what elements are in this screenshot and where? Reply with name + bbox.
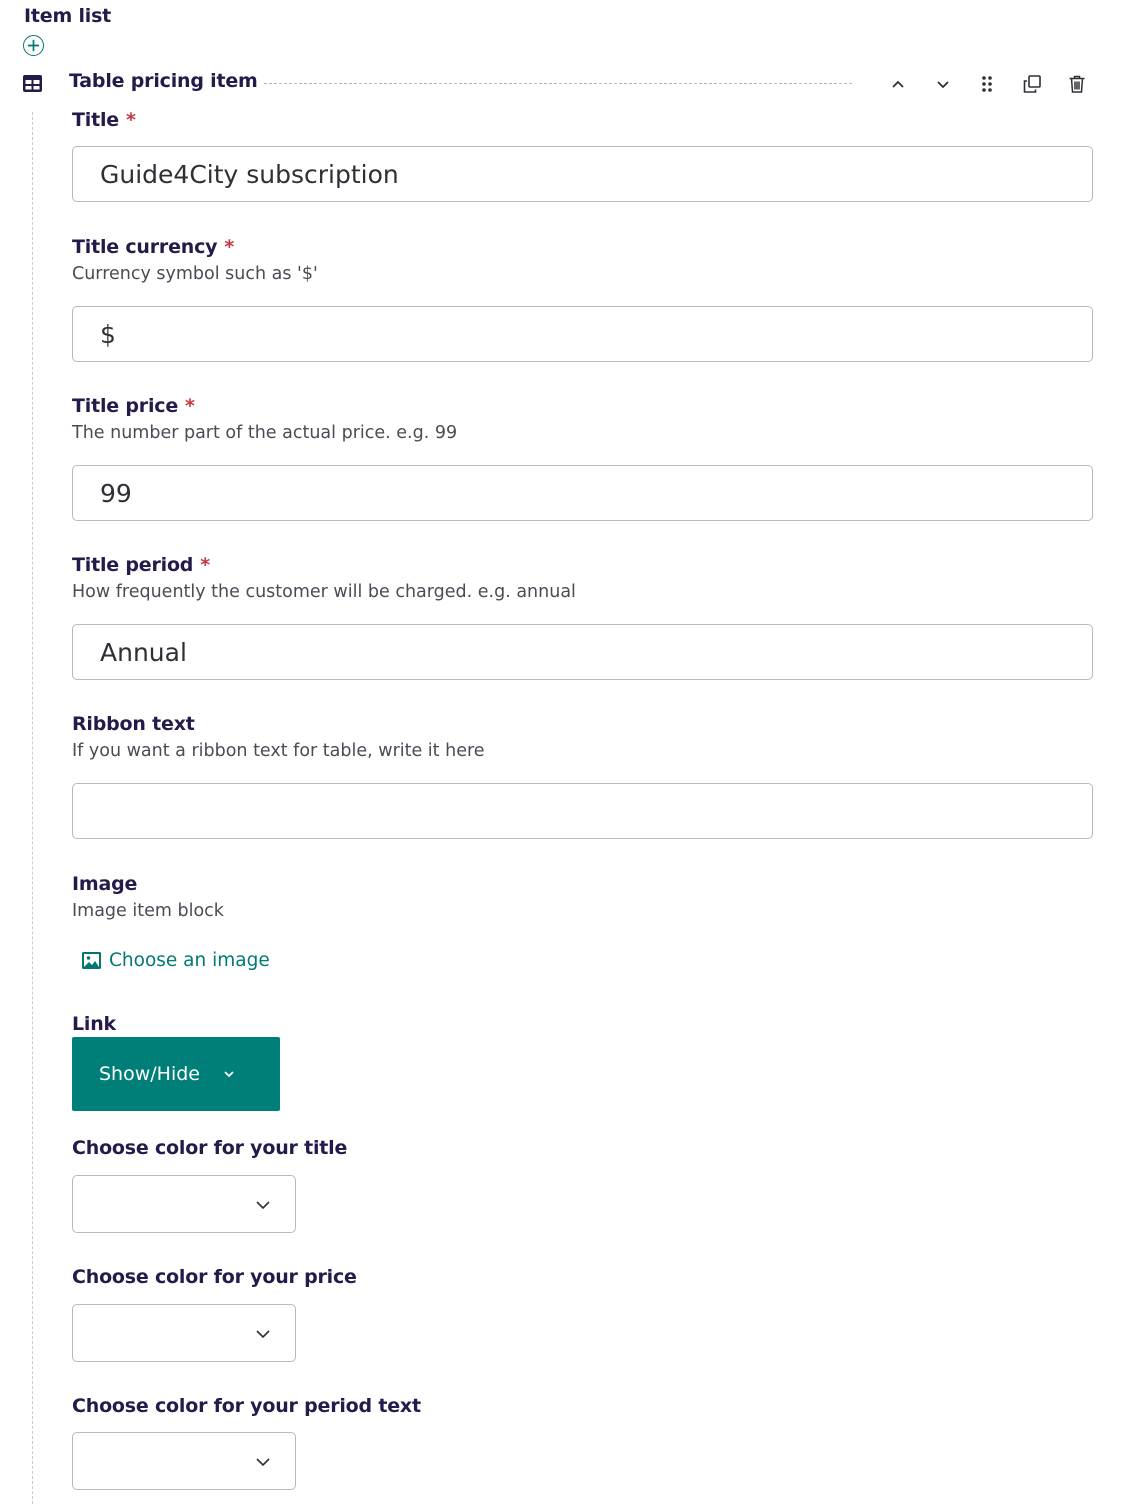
image-label: Image [72, 873, 138, 895]
currency-input[interactable]: $ [72, 306, 1093, 362]
required-marker: * [224, 236, 235, 258]
title-color-select[interactable] [72, 1175, 296, 1233]
period-color-label: Choose color for your period text [72, 1395, 421, 1417]
duplicate-button[interactable] [1017, 69, 1047, 99]
title-color-label: Choose color for your title [72, 1137, 348, 1159]
block-title: Table pricing item [69, 70, 258, 92]
drag-handle-button[interactable] [972, 69, 1002, 99]
period-help: How frequently the customer will be charged. e.g. annual [72, 582, 576, 602]
period-color-select[interactable] [72, 1432, 296, 1490]
image-help: Image item block [72, 901, 224, 921]
period-color-field [72, 1394, 1093, 1420]
period-label: Title period * [72, 554, 210, 576]
move-down-button[interactable] [928, 69, 958, 99]
trash-icon [1067, 74, 1087, 94]
chevron-up-icon [888, 74, 908, 94]
choose-image-button[interactable] [81, 950, 270, 971]
required-marker: * [200, 554, 210, 576]
currency-help: Currency symbol such as '$' [72, 264, 318, 284]
price-label: Title price * [72, 395, 195, 417]
title-input[interactable]: Guide4City subscription [72, 146, 1093, 202]
period-input[interactable]: Annual [72, 624, 1093, 680]
link-field [72, 1012, 1093, 1038]
drag-handle-icon [977, 74, 997, 94]
header-divider [264, 83, 852, 84]
show-hide-label: Show/Hide [99, 1063, 200, 1085]
price-help: The number part of the actual price. e.g. 99 [72, 423, 458, 443]
chevron-down-icon [933, 74, 953, 94]
chevron-down-icon [255, 1326, 271, 1342]
block-guide-line [32, 112, 33, 1504]
required-marker: * [185, 395, 195, 417]
ribbon-label: Ribbon text [72, 713, 195, 735]
table-icon [22, 73, 43, 94]
section-title: Item list [24, 5, 112, 27]
link-label: Link [72, 1013, 116, 1035]
block-header [0, 63, 1131, 103]
plus-icon [27, 39, 40, 52]
price-field [72, 394, 1093, 521]
period-field [72, 553, 1093, 680]
duplicate-icon [1022, 74, 1042, 94]
price-color-select[interactable] [72, 1304, 296, 1362]
currency-field [72, 235, 1093, 362]
delete-button[interactable] [1062, 69, 1092, 99]
price-color-label: Choose color for your price [72, 1266, 357, 1288]
choose-image-label: Choose an image [109, 950, 270, 971]
image-icon [81, 950, 102, 971]
ribbon-input[interactable] [72, 783, 1093, 839]
title-label: Title * [72, 109, 136, 131]
price-color-field [72, 1265, 1093, 1291]
image-field [72, 872, 1093, 932]
chevron-down-icon [255, 1197, 271, 1213]
required-marker: * [125, 109, 136, 131]
add-item-button[interactable] [23, 35, 44, 56]
title-field [72, 108, 1093, 202]
ribbon-help: If you want a ribbon text for table, write it here [72, 741, 485, 761]
chevron-down-icon [255, 1454, 271, 1470]
ribbon-field [72, 712, 1093, 839]
currency-label: Title currency * [72, 236, 235, 258]
move-up-button[interactable] [883, 69, 913, 99]
link-show-hide-button[interactable] [72, 1037, 280, 1111]
price-input[interactable]: 99 [72, 465, 1093, 521]
title-color-field [72, 1136, 1093, 1162]
chevron-down-icon [222, 1067, 236, 1081]
